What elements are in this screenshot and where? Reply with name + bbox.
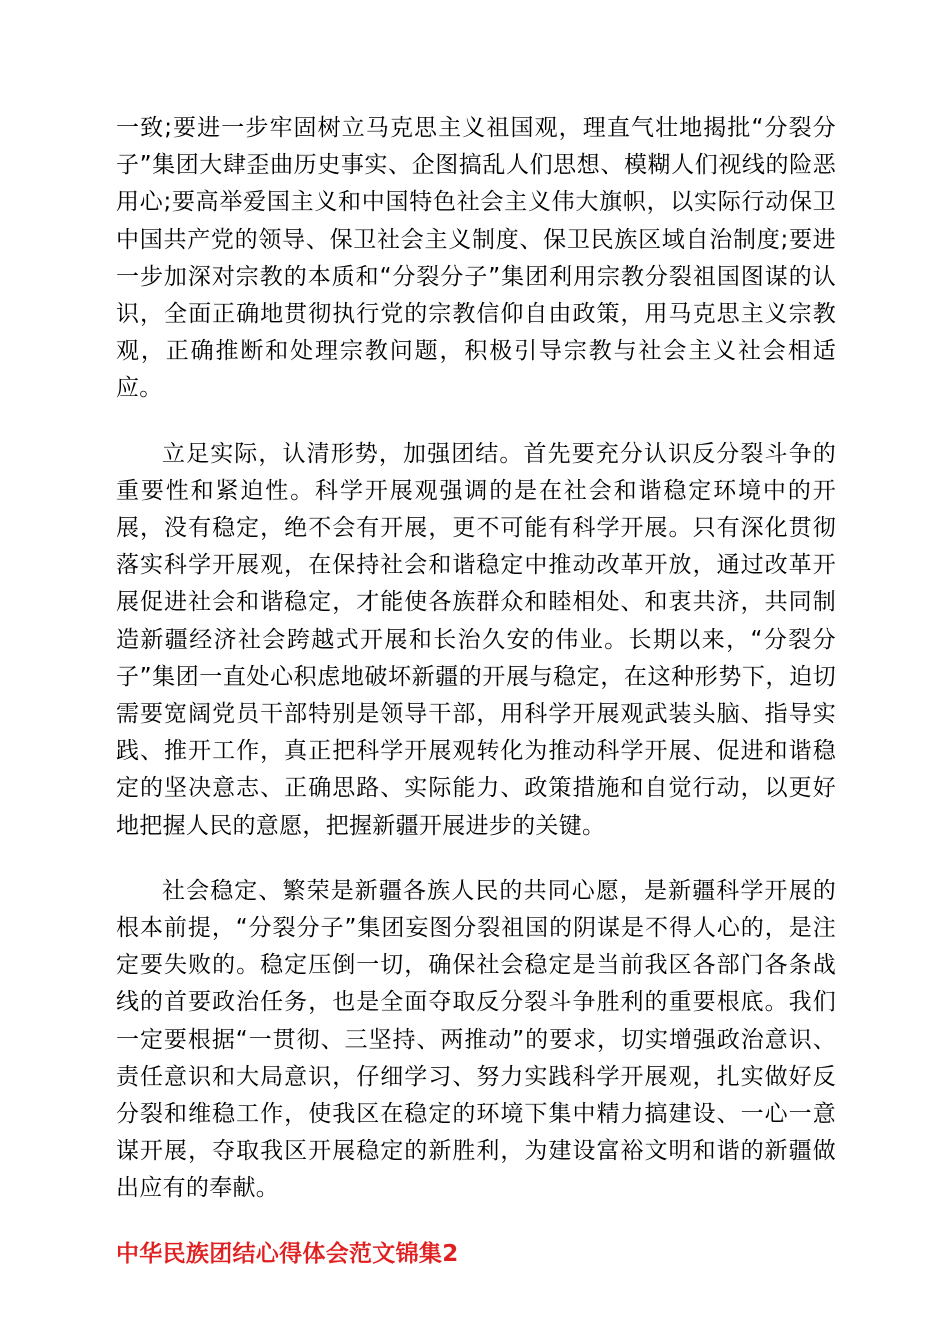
paragraph-3: 社会稳定、繁荣是新疆各族人民的共同心愿，是新疆科学开展的根本前提，“分裂分子”集团妄图分裂祖国的阴谋是不得人心的，是注定要失败的。稳定压倒一切，确保社会稳定是当前我区各部门各条战线的首要政治任务，也是全面夺取反分裂斗争胜利的重要根底。我们一定要根据“一贯彻、三坚持、两推动”的要求，切实增强政治意识、责任意识和大局意识，仔细学习、努力实践科学开展观，扎实做好反分裂和维稳工作，使我区在稳定的环境下集中精力搞建设、一心一意谋开展，夺取我区开展稳定的新胜利，为建设富裕文明和谐的新疆做出应有的奉献。 [116, 877, 836, 1202]
document-body [116, 110, 836, 1273]
paragraph-1: 一致;要进一步牢固树立马克思主义祖国观，理直气壮地揭批“分裂分子”集团大肆歪曲历史事实、企图搞乱人们思想、模糊人们视线的险恶用心;要高举爱国主义和中国特色社会主义伟大旗帜，以实际行动保卫中国共产党的领导、保卫社会主义制度、保卫民族区域自治制度;要进一步加深对宗教的本质和“分裂分子”集团利用宗教分裂祖国图谋的认识，全面正确地贯彻执行党的宗教信仰自由政策，用马克思主义宗教观，正确推断和处理宗教问题，积极引导宗教与社会主义社会相适应。 [116, 115, 836, 402]
section-title: 中华民族团结心得体会范文锦集2 [116, 1240, 459, 1267]
paragraph-2: 立足实际，认清形势，加强团结。首先要充分认识反分裂斗争的重要性和紧迫性。科学开展观强调的是在社会和谐稳定环境中的开展，没有稳定，绝不会有开展，更不可能有科学开展。只有深化贯彻落实科学开展观，在保持社会和谐稳定中推动改革开放，通过改革开展促进社会和谐稳定，才能使各族群众和睦相处、和衷共济，共同制造新疆经济社会跨越式开展和长治久安的伟业。长期以来，“分裂分子”集团一直处心积虑地破坏新疆的开展与稳定，在这种形势下，迫切需要宽阔党员干部特别是领导干部，用科学开展观武装头脑、指导实践、推开工作，真正把科学开展观转化为推动科学开展、促进和谐稳定的坚决意志、正确思路、实际能力、政策措施和自觉行动，以更好地把握人民的意愿，把握新疆开展进步的关键。 [116, 440, 836, 839]
